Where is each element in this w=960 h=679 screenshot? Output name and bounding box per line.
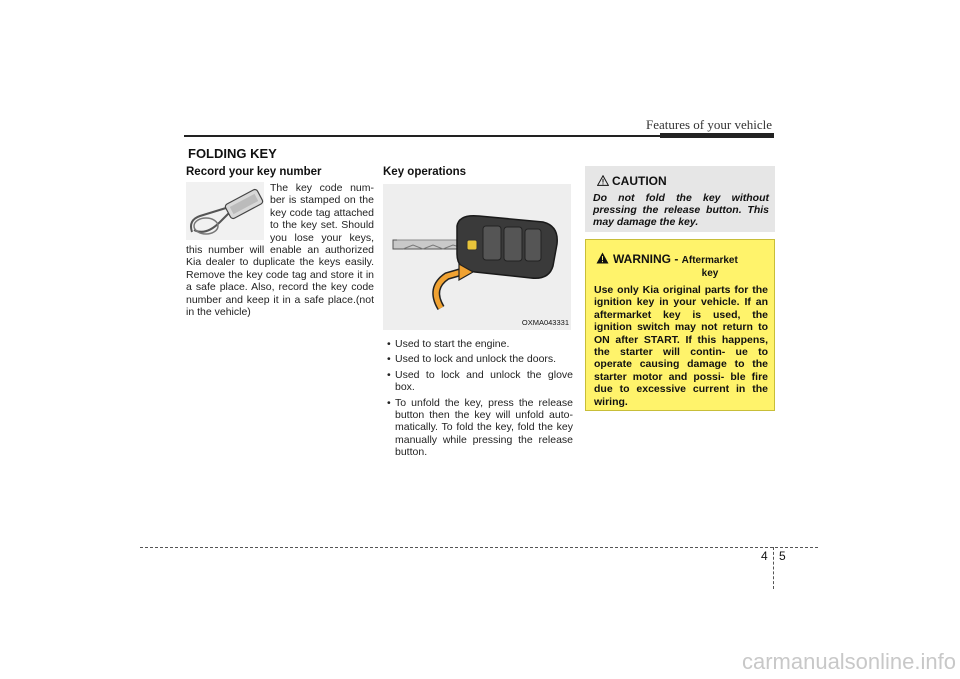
warning-label-suffix2: key — [701, 268, 719, 279]
record-key-text — [186, 182, 374, 318]
caution-label: CAUTION — [612, 174, 667, 188]
record-key-column — [186, 166, 374, 318]
caution-text: Do not fold the key without pressing the release button. This may damage the key. — [593, 192, 769, 228]
record-key-heading: Record your key number — [186, 166, 322, 178]
watermark: carmanualsonline.info — [741, 649, 956, 674]
page-header-title: Features of your vehicle — [646, 117, 772, 132]
photo-code: OXMA043331 — [521, 318, 569, 327]
caution-heading — [597, 174, 667, 188]
chapter-number: 4 — [761, 549, 768, 563]
key-tag-icon — [186, 182, 264, 240]
warning-triangle-icon — [596, 252, 609, 264]
section-title: FOLDING KEY — [188, 146, 277, 161]
record-key-body: The key code num- ber is stamped on the key code tag attached to the key set. Should you lose your keys, this number will enable an authorized Kia dealer to duplicate the keys easily. Remove the key code tag and store it in a safe place. Also, record the key code number and keep it in a safe place.(not in the vehicle) — [186, 182, 374, 319]
page-number: 5 — [779, 549, 786, 563]
list-item: • Used to lock and unlock the glove box. — [387, 368, 573, 394]
key-operations-column — [383, 166, 573, 462]
folding-key-photo — [383, 184, 571, 330]
footer-dashed-rule — [140, 547, 818, 548]
key-operations-heading: Key operations — [383, 166, 467, 178]
warning-text: Use only Kia original parts for the ignition key in your vehicle. If an aftermarket key is used, the ignition switch may not return to ON after START. If this happens, the starter will contin- ue to operate causing damage to the starter motor and possi- ble fire due to excessive current in the wiring. — [594, 284, 768, 408]
warning-label: WARNING - — [613, 252, 679, 266]
caution-triangle-icon — [597, 175, 609, 186]
list-item: • Used to lock and unlock the doors. — [387, 353, 557, 366]
key-operations-list — [383, 338, 573, 459]
warning-heading — [596, 252, 768, 266]
warning-box — [585, 239, 775, 411]
folding-key-icon — [383, 184, 571, 330]
key-tag-illustration — [186, 182, 264, 240]
header-rule-accent — [660, 133, 774, 138]
warning-label-suffix: Aftermarket — [681, 255, 738, 266]
page-number-divider — [773, 547, 774, 589]
list-item: • Used to start the engine. — [387, 338, 510, 350]
caution-box — [585, 166, 775, 232]
list-item: • To unfold the key, press the release button then the key will unfold auto- matically. To fold the key, fold the key manually while pressing the release button. — [387, 396, 573, 459]
